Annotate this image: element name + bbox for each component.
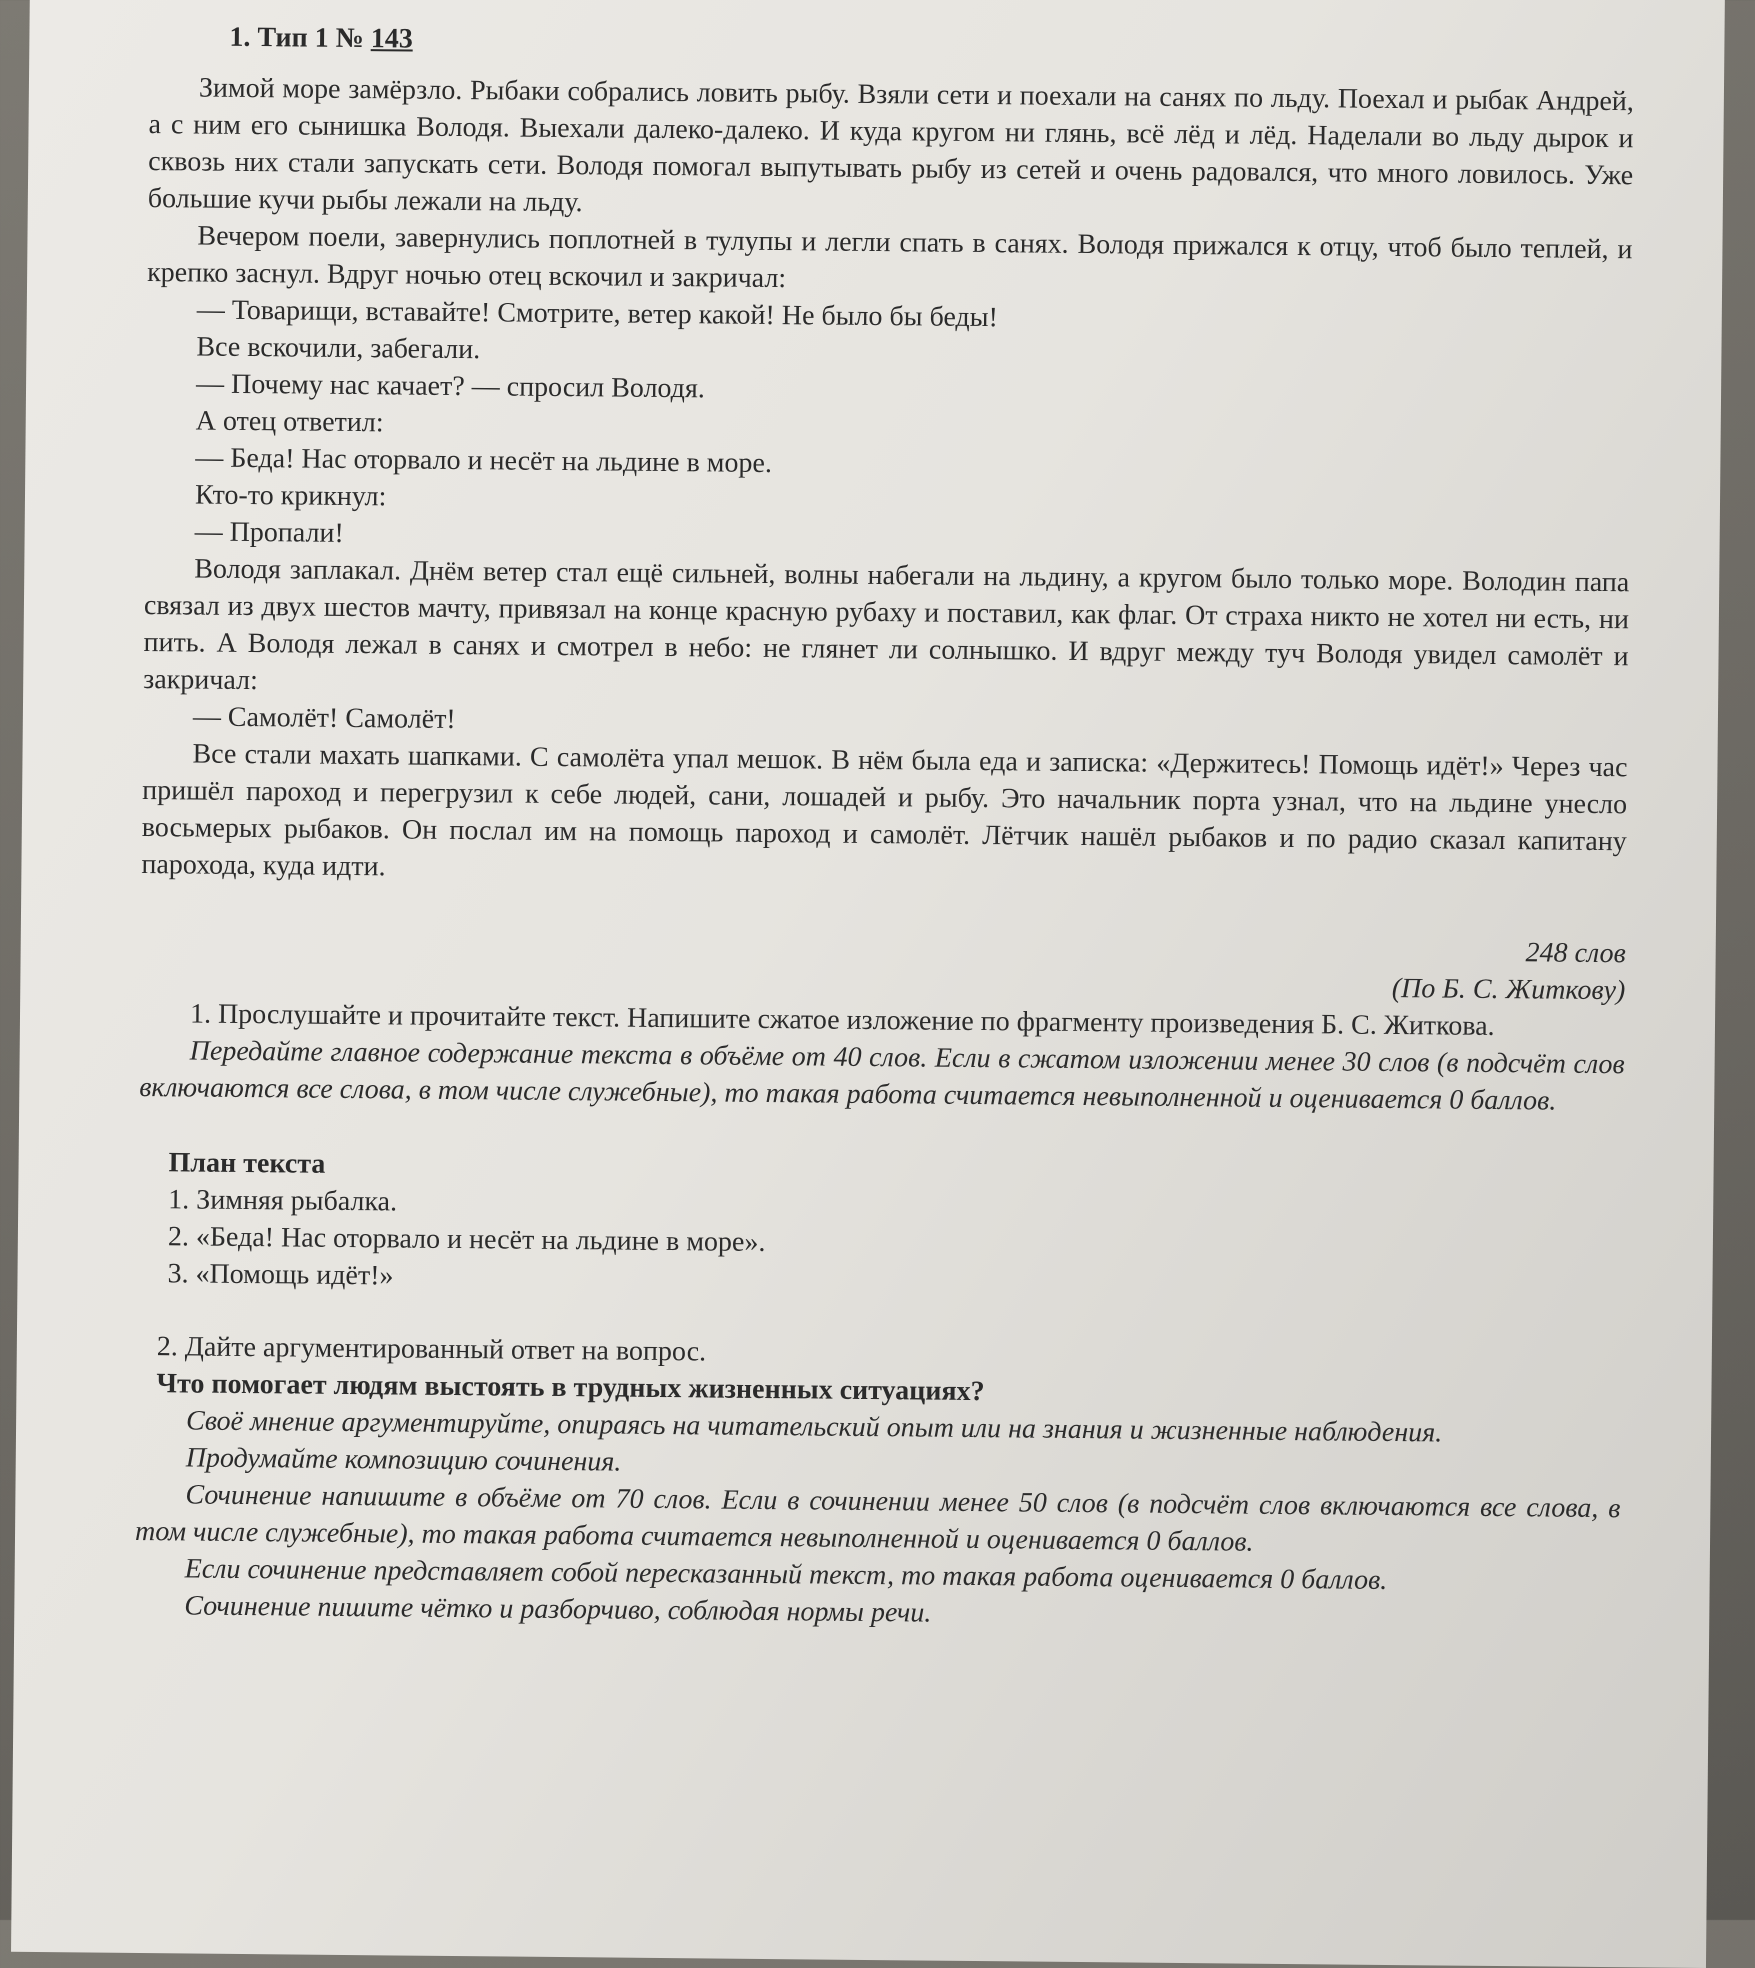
task2-instruction: Своё мнение аргументируйте, опираясь на читательский опыт или на знания и жизненные наблюдения.	[185, 1405, 1443, 1449]
word-count: 248 слов	[1525, 937, 1626, 970]
paper-sheet	[11, 0, 1725, 1968]
story-dialogue-line: — Беда! Нас оторвало и несёт на льдине в море.	[195, 442, 773, 480]
author-attribution: (По Б. С. Житкову)	[1391, 972, 1626, 1007]
plan-heading: План текста	[168, 1147, 326, 1180]
story-dialogue-line: Все вскочили, забегали.	[196, 331, 481, 366]
story-dialogue-line: Кто-то крикнул:	[194, 479, 387, 513]
story-paragraph: Володя заплакал. Днём ветер стал ещё сильней, волны набегали на льдину, а кругом было только море. Володин папа связал из двух шестов мачту, привязал на конце красную рубаху и поставил, как флаг. От страха никто не хотел ни есть, ни пить. А Володя лежал в санях и смотрел в небо: не глянет ли солнышко. И вдруг между туч Володя увидел самолёт и закричал:	[143, 553, 1630, 697]
task2-instruction: Сочинение пишите чётко и разборчиво, соблюдая нормы речи.	[184, 1590, 932, 1629]
task2-instruction: Если сочинение представляет собой пересказанный текст, то такая работа оценивается 0 баллов.	[184, 1553, 1388, 1596]
task2-title: 2. Дайте аргументированный ответ на вопрос.	[156, 1331, 707, 1368]
task2-instruction: Продумайте композицию сочинения.	[185, 1442, 622, 1478]
story-text	[141, 69, 1634, 897]
task2-block	[134, 1328, 1622, 1638]
story-paragraph: Зимой море замёрзло. Рыбаки собрались ловить рыбу. Взяли сети и поехали на санях по льду. Поехал и рыбак Андрей, а с ним его сынишка Володя. Выехали далеко-далеко. И куда кругом ни глянь, всё лёд и лёд. Наделали во льду дырок и сквозь них стали запускать сети. Володя помогал выпутывать рыбу из сетей и очень радовался, что много ловилось. Уже большие кучи рыбы лежали на льду.	[147, 72, 1635, 219]
task1-instruction: Передайте главное содержание текста в объёме от 40 слов. Если в сжатом изложении менее 30 слов (в подсчёт слов включаются все слова, в том числе служебные), то такая работа считается невыполненной и оценивается 0 баллов.	[139, 1035, 1625, 1117]
task-type-label: Тип 1 №	[257, 22, 364, 55]
story-dialogue-line: — Пропали!	[194, 516, 344, 549]
plan-item: 2. «Беда! Нас оторвало и несёт на льдине в море».	[167, 1221, 766, 1258]
task-id-link[interactable]: 143	[370, 23, 413, 55]
story-dialogue-line: А отец ответил:	[195, 405, 384, 439]
story-paragraph: Все стали махать шапками. С самолёта упал мешок. В нём была еда и записка: «Держитесь! Помощь идёт!» Через час пришёл пароход и перегрузил к себе людей, сани, лошадей и рыбу. Это начальник порта узнал, что на льдине унесло восьмерых рыбаков. Он послал им на помощь пароход и самолёт. Лётчик нашёл рыбаков и по радио сказал капитану парохода, куда идти.	[141, 738, 1628, 883]
plan-item: 3. «Помощь идёт!»	[167, 1258, 394, 1292]
task-header	[229, 19, 1634, 69]
task2-question: Что помогает людям выстоять в трудных жизненных ситуациях?	[156, 1368, 985, 1408]
story-paragraph: Вечером поели, завернулись поплотней в тулупы и легли спать в санях. Володя прижался к отцу, чтоб было теплей, и крепко заснул. Вдруг ночью отец вскочил и закричал:	[147, 220, 1633, 295]
task2-instruction: Сочинение напишите в объёме от 70 слов. Если в сочинении менее 50 слов (в подсчёт слов включаются все слова, в том числе служебные), то такая работа считается невыполненной и оценивается 0 баллов.	[134, 1479, 1621, 1558]
task-number: 1.	[229, 21, 251, 53]
plan-list	[137, 1181, 1623, 1306]
story-dialogue-line: — Самолёт! Самолёт!	[192, 701, 456, 735]
story-dialogue-line: — Почему нас качает? — спросил Володя.	[195, 368, 705, 405]
plan-item: 1. Зимняя рыбалка.	[168, 1184, 398, 1218]
story-dialogue-line: — Товарищи, вставайте! Смотрите, ветер какой! Не было бы беды!	[196, 294, 999, 334]
task1-title: 1. Прослушайте и прочитайте текст. Напишите сжатое изложение по фрагменту произведения Б. С. Житкова.	[189, 998, 1495, 1042]
